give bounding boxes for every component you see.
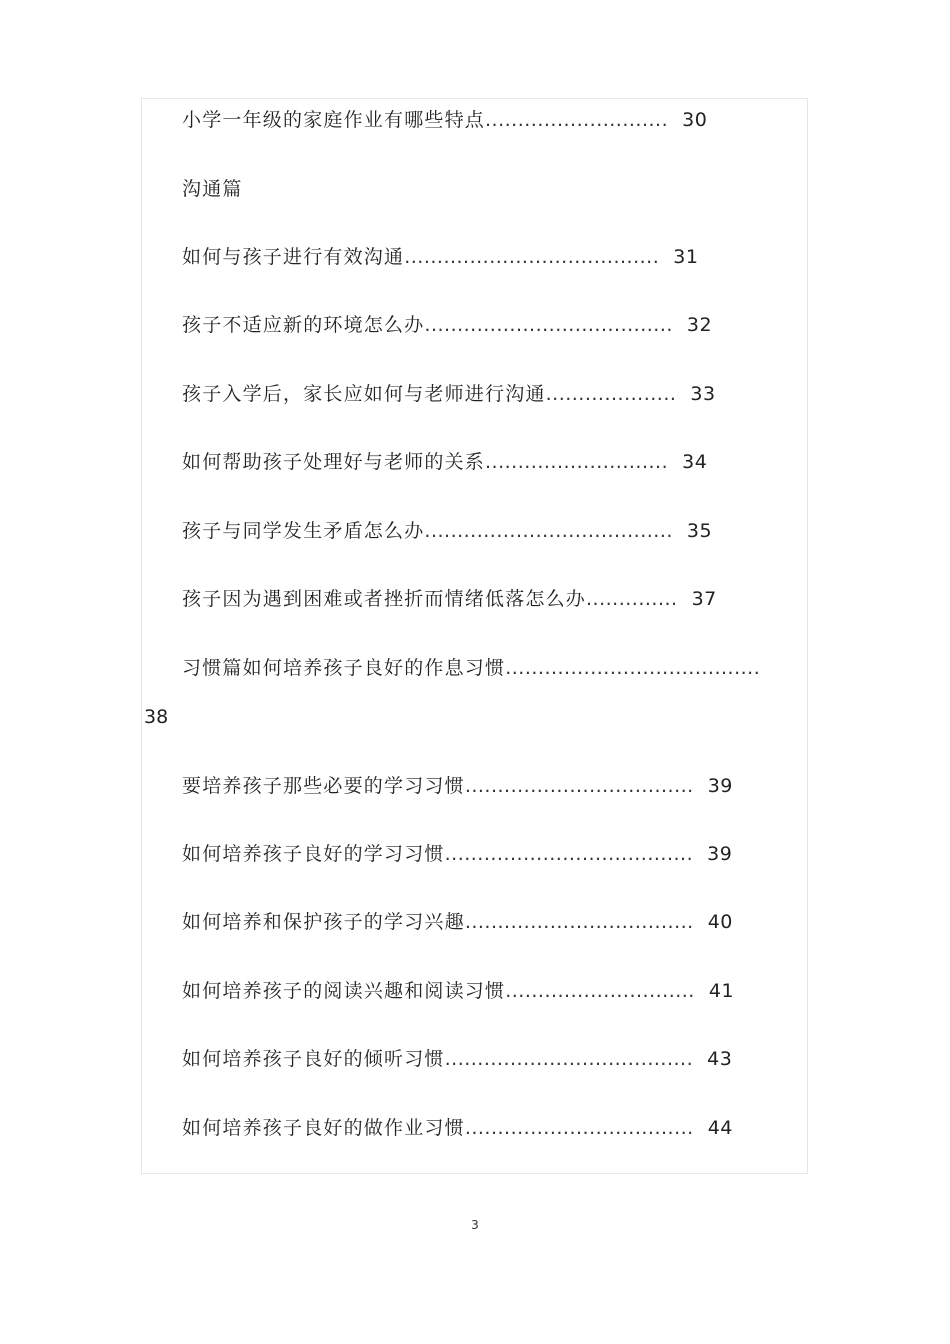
toc-entry-title: 孩子入学后，家长应如何与老师进行沟通 (182, 383, 546, 405)
toc-leader-dots: ............................. (505, 980, 695, 1002)
toc-entry[interactable] (182, 656, 760, 680)
toc-entry[interactable] (182, 450, 707, 474)
toc-entry-page: 38 (144, 706, 169, 728)
toc-entry-title: 如何与孩子进行有效沟通 (182, 246, 405, 268)
toc-entry-title: 如何培养孩子良好的做作业习惯 (182, 1117, 465, 1139)
toc-entry-page: 30 (682, 109, 708, 131)
toc-entry-page: 39 (707, 843, 733, 865)
toc-leader-dots: ...................................... (444, 843, 694, 865)
toc-entry-title: 孩子不适应新的环境怎么办 (182, 314, 425, 336)
toc-entry-page: 33 (690, 383, 716, 405)
toc-entry[interactable] (182, 1047, 732, 1071)
toc-entry-page: 34 (682, 451, 708, 473)
toc-entry-title: 如何培养孩子良好的倾听习惯 (182, 1048, 445, 1070)
toc-leader-dots: ...................................... (424, 314, 673, 336)
toc-leader-dots: ................................... (464, 911, 694, 933)
toc-leader-dots: .............. (586, 588, 678, 610)
toc-entry-title: 如何帮助孩子处理好与老师的关系 (182, 451, 486, 473)
toc-entry[interactable] (182, 774, 733, 798)
toc-entry-page: 32 (686, 314, 713, 336)
toc-leader-dots: ....................................... (404, 246, 660, 268)
toc-entry[interactable] (182, 910, 733, 934)
toc-entry[interactable] (182, 382, 716, 406)
toc-entry[interactable] (182, 245, 698, 269)
toc-leader-dots: ....................................... (505, 657, 761, 679)
toc-leader-dots: ................................... (464, 1117, 694, 1139)
toc-leader-dots: ............................ (485, 109, 669, 131)
toc-entry[interactable] (182, 1116, 733, 1140)
toc-entry[interactable] (182, 313, 712, 337)
toc-entry[interactable] (182, 108, 707, 132)
toc-leader-dots: ...................................... (444, 1048, 694, 1070)
toc-entry[interactable] (182, 842, 732, 866)
toc-entry-title: 孩子因为遇到困难或者挫折而情绪低落怎么办 (182, 588, 587, 610)
toc-entry-page: 35 (686, 520, 713, 542)
toc-entry-title: 习惯篇如何培养孩子良好的作息习惯 (182, 657, 506, 679)
toc-leader-dots: ...................................... (424, 520, 673, 542)
toc-entry-title: 如何培养孩子的阅读兴趣和阅读习惯 (182, 980, 506, 1002)
toc-entry-title: 如何培养和保护孩子的学习兴趣 (182, 911, 465, 933)
toc-entry-page: 40 (707, 911, 733, 933)
toc-entry-page: 44 (707, 1117, 733, 1139)
toc-entry-page: 37 (691, 588, 717, 610)
toc-leader-dots: .................... (545, 383, 677, 405)
toc-entry-page: 31 (673, 246, 699, 268)
page-number: 3 (471, 1218, 479, 1232)
toc-entry-page: 43 (707, 1048, 733, 1070)
section-heading: 沟通篇 (182, 178, 243, 200)
toc-entry[interactable] (182, 519, 712, 543)
toc-entry-title: 如何培养孩子良好的学习习惯 (182, 843, 445, 865)
toc-entry[interactable] (182, 587, 717, 611)
toc-entry-title: 孩子与同学发生矛盾怎么办 (182, 520, 425, 542)
toc-entry-page: 41 (708, 980, 735, 1002)
toc-leader-dots: ............................ (485, 451, 669, 473)
toc-leader-dots: ................................... (464, 775, 694, 797)
toc-entry-title: 要培养孩子那些必要的学习习惯 (182, 775, 465, 797)
toc-entry-page: 39 (707, 775, 733, 797)
toc-entry[interactable] (182, 979, 734, 1003)
toc-entry-title: 小学一年级的家庭作业有哪些特点 (182, 109, 486, 131)
